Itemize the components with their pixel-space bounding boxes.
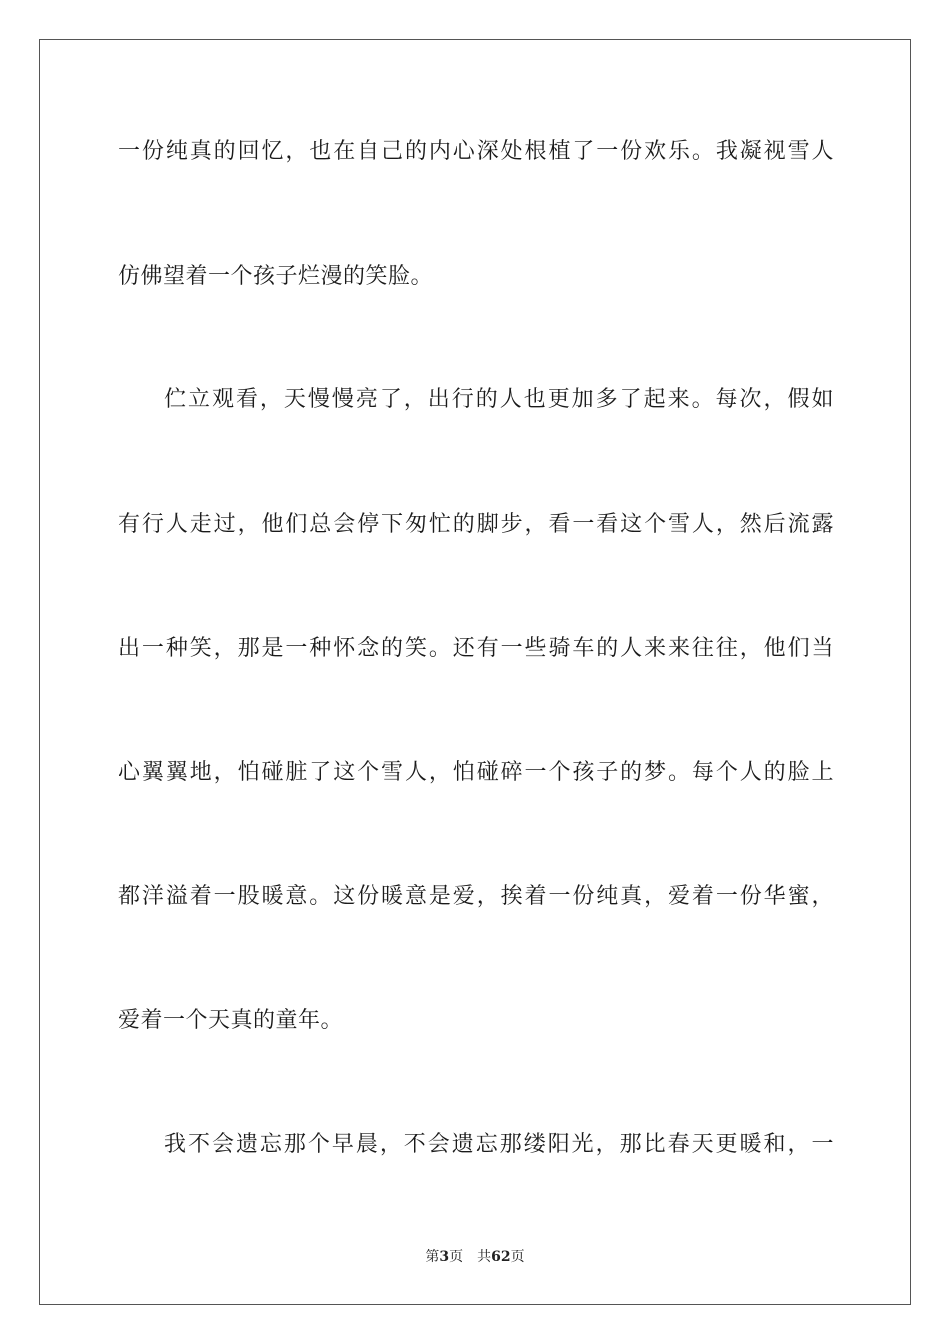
text-line-5: 出一种笑，那是一种怀念的笑。还有一些骑车的人来来往往，他们当: [118, 636, 834, 661]
page-number: 3: [439, 1249, 450, 1265]
page-suffix: 页: [449, 1249, 464, 1265]
text-line-7: 都洋溢着一股暖意。这份暖意是爱，挨着一份纯真，爱着一份华蜜，: [118, 884, 834, 909]
text-line-1: 一份纯真的回忆，也在自己的内心深处根植了一份欢乐。我凝视雪人: [118, 139, 834, 164]
text-line-3: 伫立观看，天慢慢亮了，出行的人也更加多了起来。每次，假如: [164, 387, 834, 412]
total-pages: 62: [491, 1249, 511, 1265]
total-suffix: 页: [510, 1249, 525, 1265]
text-line-8: 爱着一个天真的童年。: [118, 1008, 344, 1033]
page-footer: [0, 1247, 950, 1267]
page-prefix: 第: [425, 1249, 440, 1265]
page-border: [39, 39, 911, 1305]
total-prefix: 共: [477, 1249, 492, 1265]
text-line-6: 心翼翼地，怕碰脏了这个雪人，怕碰碎一个孩子的梦。每个人的脸上: [118, 760, 834, 785]
text-line-4: 有行人走过，他们总会停下匆忙的脚步，看一看这个雪人，然后流露: [118, 512, 834, 537]
text-line-9: 我不会遗忘那个早晨，不会遗忘那缕阳光，那比春天更暖和，一: [164, 1132, 834, 1157]
text-line-2: 仿佛望着一个孩子烂漫的笑脸。: [118, 264, 434, 289]
